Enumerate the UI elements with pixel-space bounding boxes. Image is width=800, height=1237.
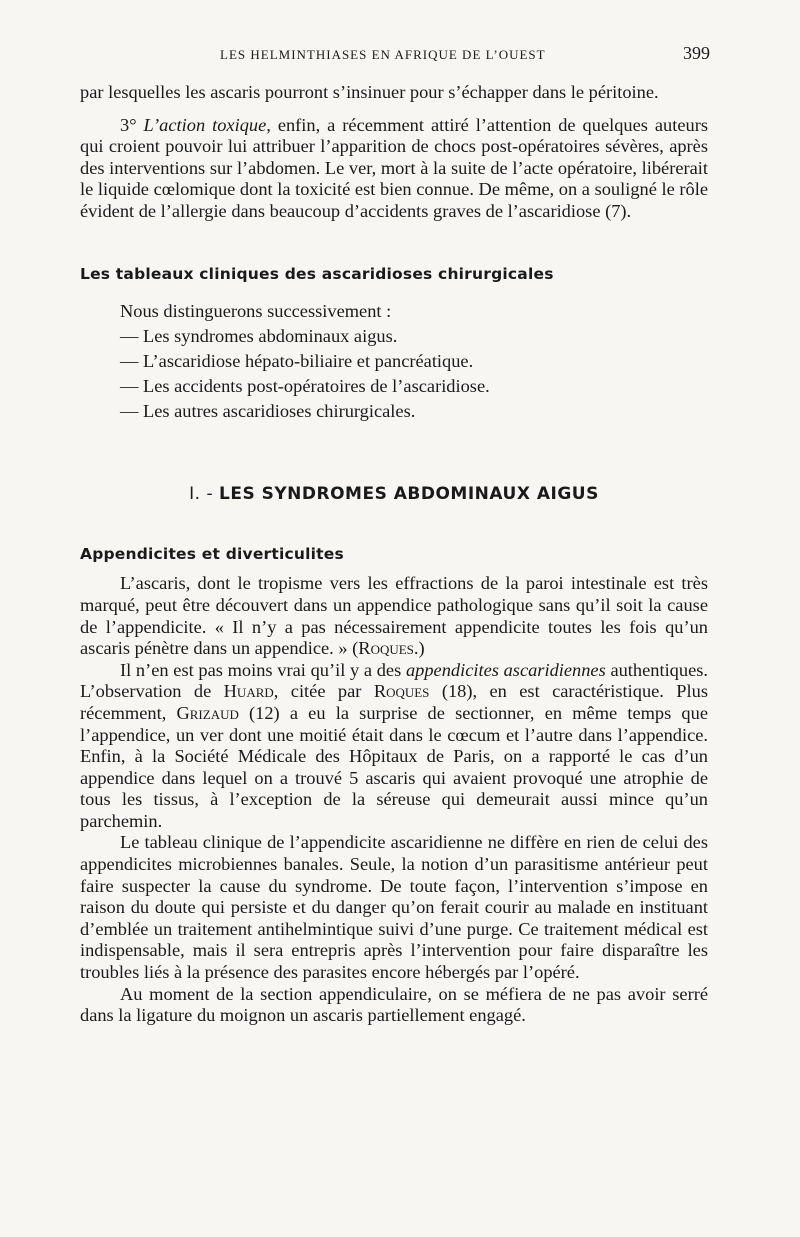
section-number: I. - <box>189 484 220 505</box>
running-title: LES HELMINTHIASES EN AFRIQUE DE L’OUEST <box>220 47 546 62</box>
list-item: — Les accidents post-opératoires de l’ascaridiose. <box>120 376 490 397</box>
subheading-appendicites: Appendicites et diverticulites <box>80 544 344 563</box>
page-number: 399 <box>683 43 710 63</box>
list-intro: Nous distinguerons successivement : <box>120 301 392 322</box>
paragraph-toxic-action <box>80 115 708 223</box>
paragraph-lead: 3° <box>120 114 144 135</box>
author-name: Huard <box>223 681 274 702</box>
emphasis-term: appendicites ascaridiennes <box>405 659 606 680</box>
section-title-text: LES SYNDROMES ABDOMINAUX AIGUS <box>219 484 599 505</box>
paragraph-clinical-picture: Le tableau clinique de l’appendicite ascaridienne ne diffère en rien de celui des appendicites microbiennes banales. Seule, la notion d’un parasitisme antérieur peut faire suspecter la cause du syndrome. De toute façon, l’intervention s’impose en raison du doute qui persiste et du danger qu’on ferait courir au malade en instituant d’emblée un traitement antihelmintique suivi d’une purge. Ce traitement médical est indispensable, mais il sera entrepris après l’intervention pour faire disparaître les troubles liés à la présence des parasites encore hébergés par l’opéré. <box>80 832 708 983</box>
author-name: Roques <box>373 681 430 702</box>
body-text <box>80 82 708 1027</box>
paragraph-body: enfin, a récemment attiré l’attention de quelques auteurs qui croient pouvoir lui attribuer l’apparition de chocs post-opératoires sévères, après des interventions sur l’abdomen. Le ver, mort à la suite de l’acte opératoire, libérerait le liquide cœlomique dont la toxicité est bien connue. De même, on a souligné le rôle évident de l’allergie dans beaucoup d’accidents graves de l’ascaridiose (7). <box>80 114 709 221</box>
emphasis-toxic-action: L’action toxique, <box>143 114 271 135</box>
list-item: — L’ascaridiose hépato-biliaire et pancréatique. <box>120 351 474 372</box>
chapter-section-title <box>80 484 708 506</box>
paragraph-authentic-cases: Il n’en est pas moins vrai qu’il y a des appendicites ascaridiennes authentiques. L’observation de Huard, citée par Roques (18), en est caractéristique. Plus récemment, Grizaud (12) a eu la surprise de sectionner, en même temps que l’appendice, un ver dont une moitié était dans le cœcum et l’autre dans l’appendice. Enfin, à la Société Médicale des Hôpitaux de Paris, on a rapporté le cas d’un appendice dans lequel on a trouvé 5 ascaris qui avaient provoqué une atrophie de tous les tissus, à l’exception de la séreuse qui demeurait aussi mince qu’un parchemin. <box>80 659 708 831</box>
author-name: Roques <box>358 638 414 659</box>
section-heading-clinical: Les tableaux cliniques des ascaridioses chirurgicales <box>80 264 554 283</box>
list-item: — Les syndromes abdominaux aigus. <box>120 326 398 347</box>
paragraph-ascaris-tropism: L’ascaris, dont le tropisme vers les effractions de la paroi intestinale est très marqué, peut être découvert dans un appendice pathologique sans qu’il soit la cause de l’appendicite. « Il n’y a pas nécessairement appendicite toutes les fois qu’un ascaris pénètre dans un appendice. » (Roques.) <box>80 573 708 659</box>
list-item: — Les autres ascaridioses chirurgicales. <box>120 401 416 422</box>
author-name: Grizaud <box>176 702 239 723</box>
clinical-list <box>120 299 708 424</box>
paragraph-continuation: par lesquelles les ascaris pourront s’insinuer pour s’échapper dans le péritoine. <box>80 82 659 102</box>
paragraph-ligature: Au moment de la section appendiculaire, on se méfiera de ne pas avoir serré dans la ligature du moignon un ascaris partiellement engagé. <box>80 983 708 1026</box>
